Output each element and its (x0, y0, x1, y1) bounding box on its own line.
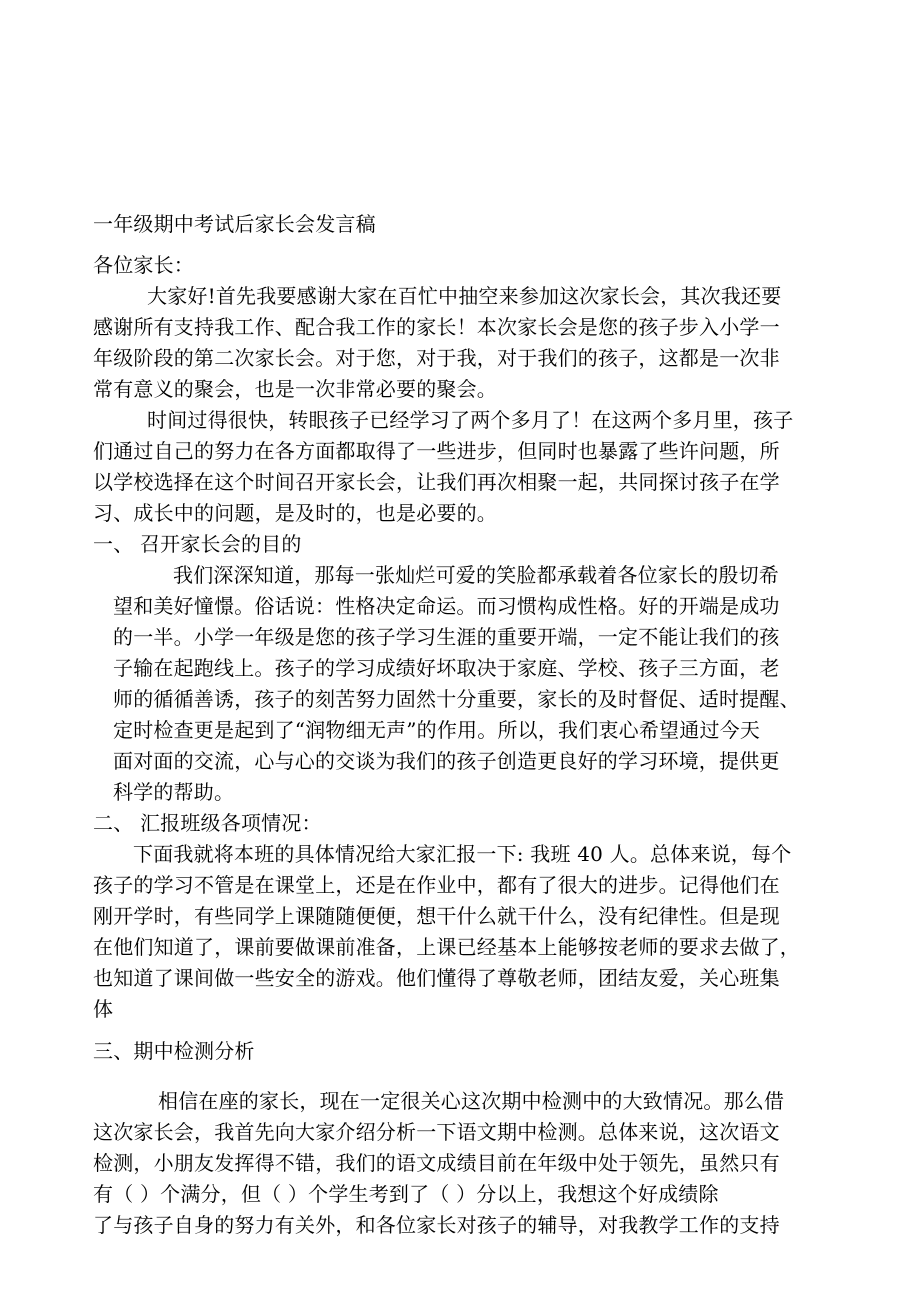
paragraph-line: 体 (93, 997, 114, 1021)
paragraph-line: 常有意义的聚会，也是一次非常必要的聚会。 (93, 377, 497, 401)
paragraph-line: 有（ ）个满分，但（ ）个学生考到了（ ）分以上，我想这个好成绩除 (93, 1182, 719, 1206)
paragraph-line: 师的循循善诱，孩子的刻苦努力固然十分重要，家长的及时督促、适时提醒、 (113, 687, 800, 711)
paragraph-line: 也知道了课间做一些安全的游戏。他们懂得了尊敬老师，团结友爱，关心班集 (93, 966, 780, 990)
paragraph-line: 大家好!首先我要感谢大家在百忙中抽空来参加这次家长会，其次我还要 (147, 284, 782, 308)
paragraph-line: 们通过自己的努力在各方面都取得了一些进步，但同时也暴露了些许问题，所 (93, 439, 780, 463)
paragraph-line: 时间过得很快，转眼孩子已经学习了两个多月了！在这两个多月里，孩子 (147, 408, 794, 432)
section-heading: 三、期中检测分析 (93, 1039, 255, 1063)
paragraph-line: 科学的帮助。 (113, 780, 235, 804)
paragraph-line: 检测，小朋友发挥得不错，我们的语文成绩目前在年级中处于领先，虽然只有 (93, 1151, 780, 1175)
paragraph-line: 习、成长中的问题，是及时的，也是必要的。 (93, 501, 497, 525)
paragraph-line: 刚开学时，有些同学上课随随便便，想干什么就干什么，没有纪律性。但是现 (93, 904, 780, 928)
document-title: 一年级期中考试后家长会发言稿 (93, 212, 376, 236)
paragraph-line: 定时检查更是起到了“润物细无声”的作用。所以，我们衷心希望通过今天 (113, 718, 761, 742)
paragraph-line: 这次家长会，我首先向大家介绍分析一下语文期中检测。总体来说，这次语文 (93, 1120, 780, 1144)
paragraph-line: 在他们知道了，课前要做课前准备，上课已经基本上能够按老师的要求去做了， (93, 935, 800, 959)
paragraph-line: 感谢所有支持我工作、配合我工作的家长！本次家长会是您的孩子步入小学一 (93, 315, 780, 339)
paragraph-line: 下面我就将本班的具体情况给大家汇报一下: 我班 40 人。总体来说，每个 (133, 842, 792, 866)
paragraph-line: 面对面的交流，心与心的交谈为我们的孩子创造更良好的学习环境，提供更 (113, 749, 780, 773)
paragraph-line: 的一半。小学一年级是您的孩子学习生涯的重要开端，一定不能让我们的孩 (113, 625, 780, 649)
paragraph-line: 孩子的学习不管是在课堂上，还是在作业中，都有了很大的进步。记得他们在 (93, 873, 780, 897)
paragraph-line: 我们深深知道，那每一张灿烂可爱的笑脸都承载着各位家长的殷切希 (173, 563, 779, 587)
salutation: 各位家长： (93, 253, 194, 277)
section-heading: 二、 汇报班级各项情况： (93, 811, 322, 835)
section-heading: 一、 召开家长会的目的 (93, 532, 302, 556)
paragraph-line: 相信在座的家长，现在一定很关心这次期中检测中的大致情况。那么借 (158, 1089, 785, 1113)
paragraph-line: 望和美好憧憬。俗话说：性格决定命运。而习惯构成性格。好的开端是成功 (113, 594, 780, 618)
paragraph-line: 子输在起跑线上。孩子的学习成绩好坏取决于家庭、学校、孩子三方面，老 (113, 656, 780, 680)
paragraph-line: 了与孩子自身的努力有关外，和各位家长对孩子的辅导，对我教学工作的支持 (93, 1213, 780, 1237)
paragraph-line: 以学校选择在这个时间召开家长会，让我们再次相聚一起，共同探讨孩子在学 (93, 470, 780, 494)
paragraph-line: 年级阶段的第二次家长会。对于您，对于我，对于我们的孩子，这都是一次非 (93, 346, 780, 370)
